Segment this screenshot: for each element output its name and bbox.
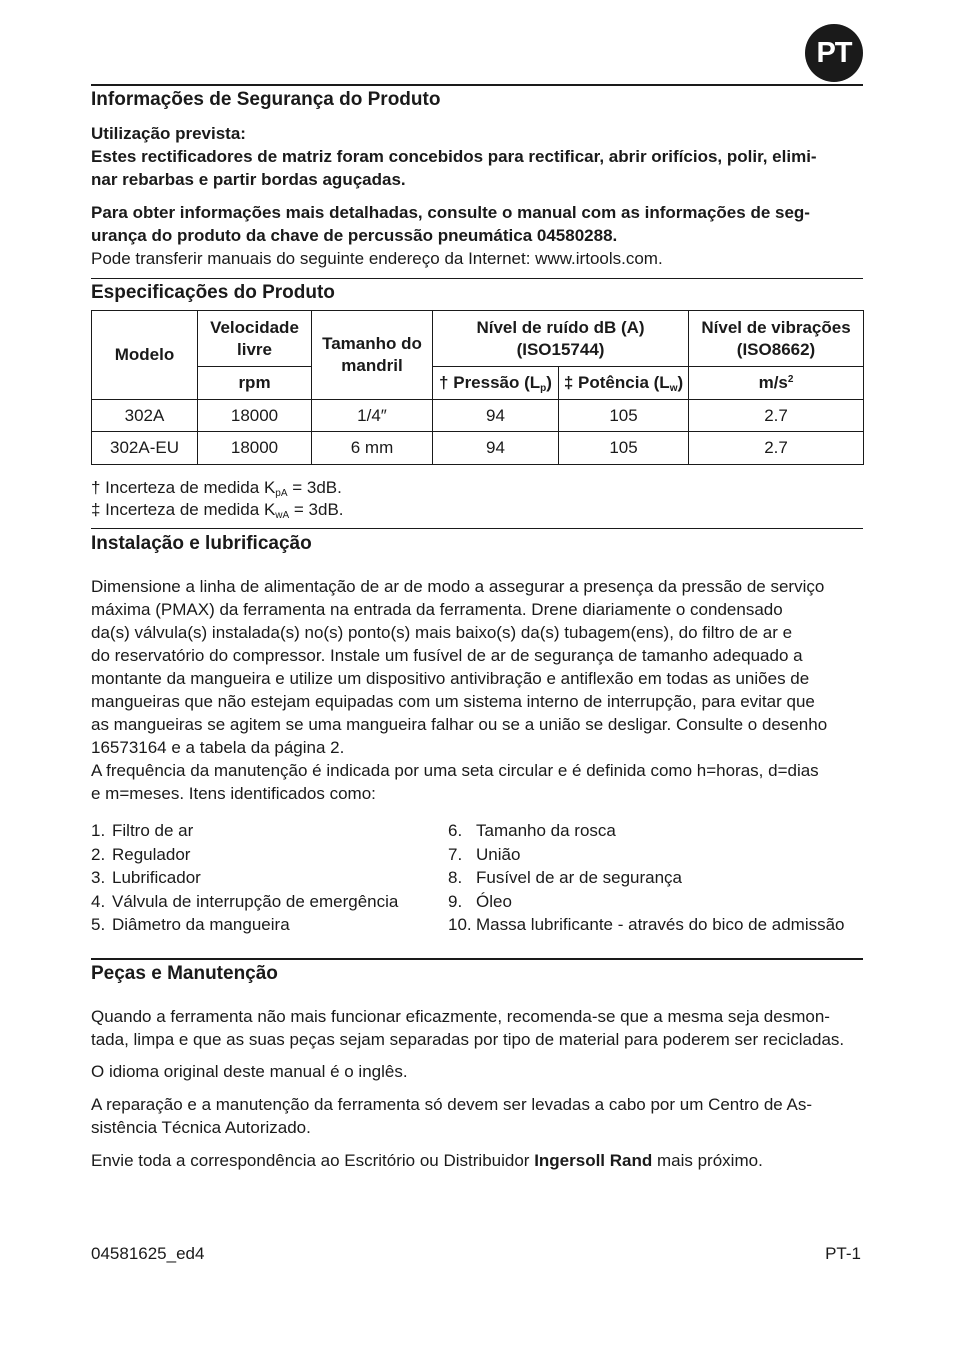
table-row bbox=[92, 400, 864, 432]
header-power: ‡ Potência $(L_w)$ bbox=[559, 367, 689, 400]
more-info-line: Para obter informações mais detalhadas, consulte o manual com as informações de seg- bbox=[91, 203, 810, 222]
contact-text: Envie toda a correspondência ao Escritório ou Distribuidor Ingersoll Rand mais próximo. bbox=[91, 1151, 763, 1170]
cell-power: 105 bbox=[559, 400, 689, 432]
brand-name: Ingersoll Rand bbox=[534, 1151, 653, 1170]
safety-heading: Informações de Segurança do Produto bbox=[91, 89, 441, 110]
uncertainty-note: ‡ Incerteza de medida $K_{wA} = 3dB$. bbox=[91, 500, 344, 521]
cell-power: 105 bbox=[559, 432, 689, 465]
recycle-line: Quando a ferramenta não mais funcionar eficazmente, recomenda-se que a mesma seja desmon- bbox=[91, 1007, 830, 1026]
header-speed: Velocidade livre bbox=[198, 311, 312, 367]
section-divider bbox=[91, 278, 863, 279]
recycle-line: tada, limpa e que as suas peças sejam separadas por tipo de material para poderem ser recicladas. bbox=[91, 1030, 845, 1049]
header-model: Modelo bbox=[92, 311, 198, 400]
doc-number: 04581625_ed4 bbox=[91, 1244, 205, 1263]
header-vibration-unit: $m/s^2$ bbox=[689, 367, 864, 400]
list-item: 3. Lubrificador bbox=[91, 868, 201, 887]
download-text: Pode transferir manuais do seguinte endereço da Internet: www.irtools.com. bbox=[91, 249, 663, 268]
header-pressure: † Pressão $(L_p)$ bbox=[433, 367, 559, 400]
language-note: O idioma original deste manual é o inglês. bbox=[91, 1062, 408, 1081]
parts-heading: Peças e Manutenção bbox=[91, 963, 278, 984]
header-speed-unit: rpm bbox=[198, 367, 312, 400]
table-row bbox=[92, 432, 864, 465]
list-item: 5. Diâmetro da mangueira bbox=[91, 915, 290, 934]
list-item: 6. Tamanho da rosca bbox=[448, 821, 616, 840]
cell-speed: 18000 bbox=[198, 400, 312, 432]
cell-speed: 18000 bbox=[198, 432, 312, 465]
list-item: 9. Óleo bbox=[448, 891, 512, 911]
items-list-left bbox=[91, 819, 398, 937]
installation-paragraph: Dimensione a linha de alimentação de ar de modo a assegurar a presença da pressão de serviço máxima (PMAX) da ferramenta na entrada da ferramenta. Drene diariamente o condensado da(s) válvula(s) instalada(s) no(s) ponto(s) mais baixo(s) da(s) tubagem(ens), do filtro de ar e do reservatório do compressor. Instale um fusível de ar de segurança de tamanho adequado a montante da mangueira e utilize um dispositivo antivibração e antiflexão em todas as uniões de mangueiras que não estejam equipadas com um sistema interno de interrupção, para evitar que as mangueiras se agitem se uma mangueira falhar ou se a união se desligar. Consulte o desenho 16573164 e a tabela da página 2. A frequência da manutenção é indicada por uma seta circular e é definida como h=horas, d=dias e m=meses. Itens identificados como: bbox=[91, 577, 828, 803]
cell-chuck: 6 mm bbox=[312, 432, 433, 465]
specs-heading: Especificações do Produto bbox=[91, 282, 335, 303]
installation-heading: Instalação e lubrificação bbox=[91, 533, 312, 554]
cell-vibration: 2.7 bbox=[689, 400, 864, 432]
page-number: PT-1 bbox=[825, 1244, 861, 1263]
uncertainty-note: † Incerteza de medida $K_{pA} = 3dB$. bbox=[91, 478, 342, 499]
spec-table bbox=[91, 310, 864, 465]
section-divider bbox=[91, 528, 863, 529]
cell-model: 302A bbox=[92, 400, 198, 432]
intended-use-line: Estes rectificadores de matriz foram concebidos para rectificar, abrir orifícios, polir, elimi- bbox=[91, 147, 817, 166]
list-item: 7. União bbox=[448, 844, 521, 864]
header-noise: Nível de ruído dB (A) (ISO15744) bbox=[433, 311, 689, 367]
list-item: 4. Válvula de interrupção de emergência bbox=[91, 891, 399, 911]
cell-vibration: 2.7 bbox=[689, 432, 864, 465]
cell-chuck: 1/4″ bbox=[312, 400, 433, 432]
list-item: 2. Regulador bbox=[91, 844, 191, 864]
more-info-line: urança do produto da chave de percussão pneumática 04580288. bbox=[91, 226, 618, 245]
header-chuck: Tamanho do mandril bbox=[312, 311, 433, 400]
repair-line: sistência Técnica Autorizado. bbox=[91, 1118, 311, 1137]
section-divider bbox=[91, 958, 863, 960]
list-item: 1. Filtro de ar bbox=[91, 821, 194, 840]
language-badge: PT bbox=[805, 24, 863, 82]
header-vibration: Nível de vibrações (ISO8662) bbox=[689, 311, 864, 367]
list-item: 8. Fusível de ar de segurança bbox=[448, 868, 683, 887]
cell-model: 302A-EU bbox=[92, 432, 198, 465]
repair-line: A reparação e a manutenção da ferramenta só devem ser levadas a cabo por um Centro de As- bbox=[91, 1095, 813, 1114]
intended-use-label: Utilização prevista: bbox=[91, 124, 246, 143]
intended-use-line: nar rebarbas e partir bordas aguçadas. bbox=[91, 170, 406, 189]
items-list-right bbox=[448, 819, 845, 937]
cell-pressure: 94 bbox=[433, 432, 559, 465]
section-divider bbox=[91, 84, 863, 86]
list-item: 10. Massa lubrificante - através do bico de admissão bbox=[448, 915, 845, 934]
cell-pressure: 94 bbox=[433, 400, 559, 432]
